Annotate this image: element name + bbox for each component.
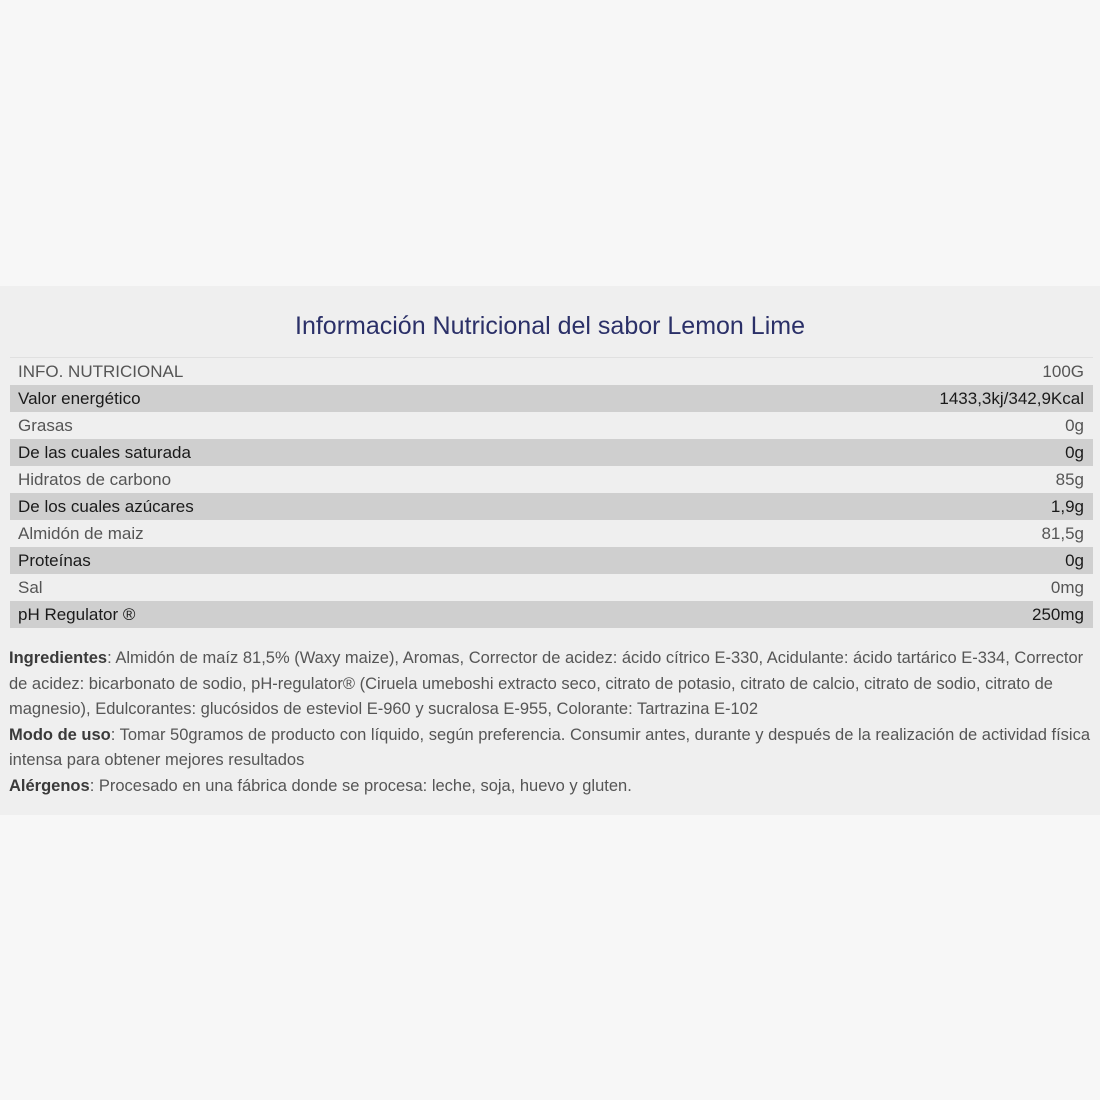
- nutrition-table: [10, 357, 1093, 628]
- table-row: [10, 493, 1093, 520]
- table-row: [10, 547, 1093, 574]
- table-row: [10, 385, 1093, 412]
- nutrient-label: INFO. NUTRICIONAL: [18, 361, 184, 381]
- nutrient-label: De los cuales azúcares: [18, 496, 194, 516]
- nutrient-label: Almidón de maiz: [18, 523, 144, 543]
- nutrient-label: Hidratos de carbono: [18, 469, 172, 489]
- nutrition-panel: [0, 286, 1100, 815]
- table-row: [10, 358, 1093, 385]
- nutrient-value: 1,9g: [1050, 496, 1084, 516]
- table-row: [10, 412, 1093, 439]
- allergens-paragraph: [9, 774, 1094, 800]
- table-row: [10, 439, 1093, 466]
- page-title: Información Nutricional del sabor Lemon Lime: [295, 312, 805, 340]
- ingredients-text: : Almidón de maíz 81,5% (Waxy maize), Aromas, Corrector de acidez: ácido cítrico E-330, Acidulante: ácido tartárico E-334, Corrector de acidez: bicarbonato de sodio, pH-regulator® (Ciruela umeboshi extracto seco, citrato de potasio, citrato de calcio, citrato de sodio, citrato de magnesio), Edulcorantes: glucósidos de esteviol E-960 y sucralosa E-955, Colorante: Tartrazina E-102: [9, 649, 1084, 718]
- nutrient-label: Valor energético: [18, 388, 141, 408]
- nutrient-label: Grasas: [18, 415, 73, 435]
- usage-text: : Tomar 50gramos de producto con líquido, según preferencia. Consumir antes, durante y después de la realización de actividad física intensa para obtener mejores resultados: [9, 725, 1091, 769]
- allergens-text: : Procesado en una fábrica donde se procesa: leche, soja, huevo y gluten.: [89, 776, 632, 795]
- nutrient-value: 81,5g: [1041, 523, 1084, 543]
- table-row: [10, 466, 1093, 493]
- nutrient-label: pH Regulator ®: [18, 604, 136, 624]
- nutrient-label: Proteínas: [18, 550, 91, 570]
- usage-paragraph: [9, 723, 1094, 774]
- nutrient-value: 100G: [1042, 361, 1084, 381]
- ingredients-paragraph: [9, 646, 1094, 723]
- nutrient-value: 250mg: [1032, 604, 1084, 624]
- table-row: [10, 574, 1093, 601]
- nutrient-label: Sal: [18, 577, 43, 597]
- nutrient-label: De las cuales saturada: [18, 442, 191, 462]
- nutrient-value: 85g: [1055, 469, 1084, 489]
- nutrient-value: 0g: [1065, 550, 1084, 570]
- table-row: [10, 520, 1093, 547]
- nutrient-value: 0g: [1065, 415, 1084, 435]
- product-details: [9, 646, 1094, 799]
- table-row: [10, 601, 1093, 628]
- usage-label: Modo de uso: [9, 725, 111, 744]
- ingredients-label: Ingredientes: [9, 649, 108, 667]
- nutrient-value: 0mg: [1050, 577, 1084, 597]
- nutrient-value: 1433,3kj/342,9Kcal: [939, 388, 1084, 408]
- nutrient-value: 0g: [1065, 442, 1084, 462]
- allergens-label: Alérgenos: [9, 776, 90, 795]
